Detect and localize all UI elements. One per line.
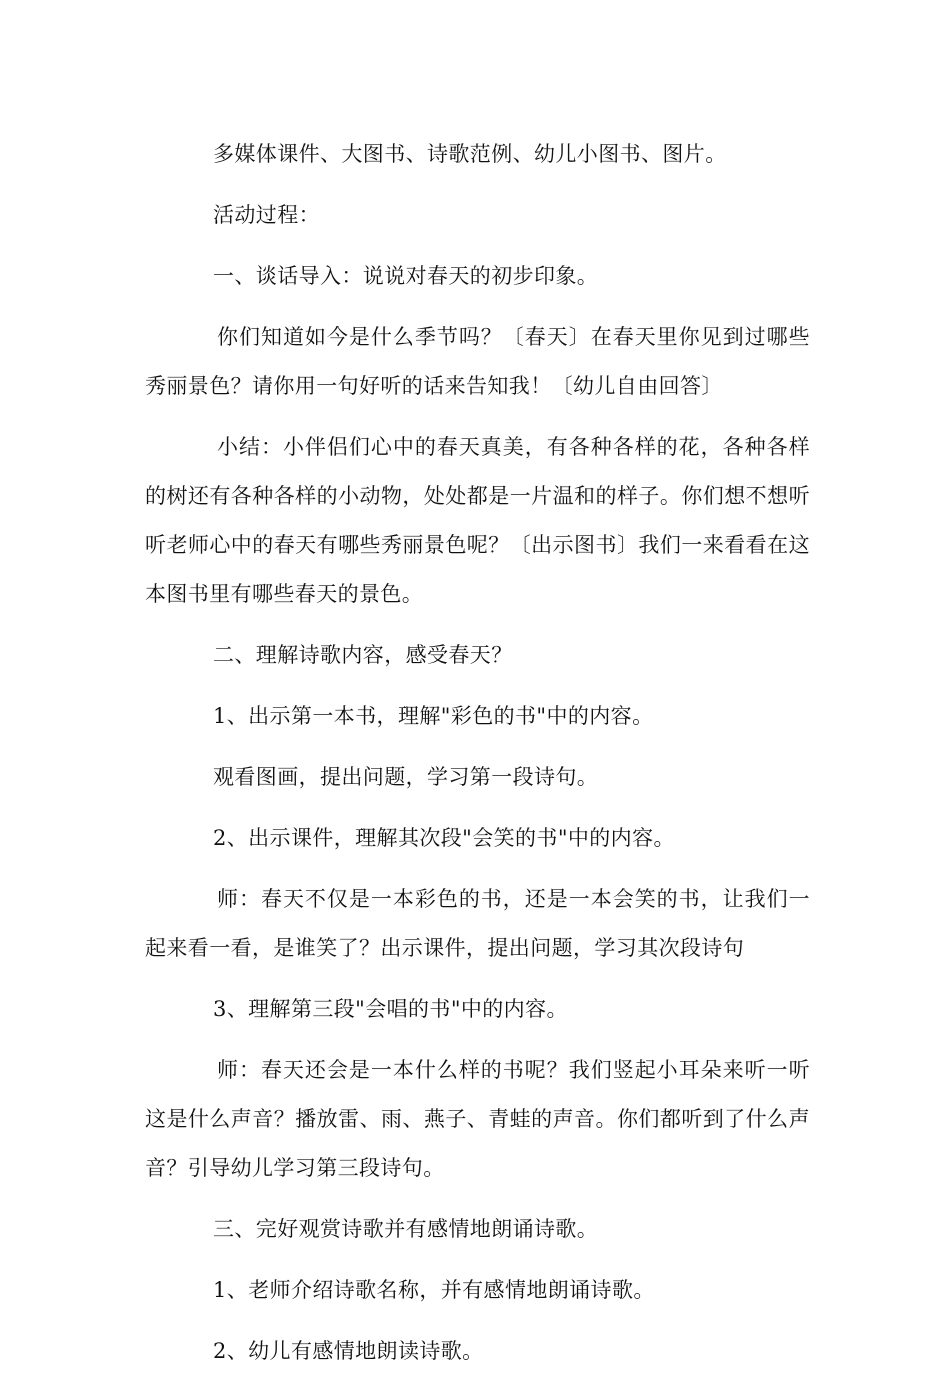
- step-1-detail: 观看图画，提出问题，学习第一段诗句。: [213, 765, 599, 789]
- step-1: 1、出示第一本书，理解"彩色的书"中的内容。: [213, 704, 654, 728]
- document-body: [145, 130, 810, 1388]
- paragraph-question: 你们知道如今是什么季节吗？〔春天〕在春天里你见到过哪些秀丽景色？请你用一句好听的话来告知我！〔幼儿自由回答〕: [145, 325, 810, 398]
- paragraph-activity-process: 活动过程：: [213, 203, 320, 227]
- section-heading-2: 二、理解诗歌内容，感受春天？: [213, 643, 513, 667]
- teacher-line-1: 师：春天不仅是一本彩色的书，还是一本会笑的书，让我们一起来看一看，是谁笑了？出示课件，提出问题，学习其次段诗句: [145, 887, 810, 960]
- paragraph-summary: 小结：小伴侣们心中的春天真美，有各种各样的花，各种各样的树还有各种各样的小动物，处处都是一片温和的样子。你们想不想听听老师心中的春天有哪些秀丽景色呢？〔出示图书〕我们一来看看在这本图书里有哪些春天的景色。: [145, 435, 810, 606]
- teacher-line-2: 师：春天还会是一本什么样的书呢？我们竖起小耳朵来听一听这是什么声音？播放雷、雨、燕子、青蛙的声音。你们都听到了什么声音？引导幼儿学习第三段诗句。: [145, 1058, 810, 1180]
- step-2: 2、出示课件，理解其次段"会笑的书"中的内容。: [213, 826, 675, 850]
- section-heading-3: 三、完好观赏诗歌并有感情地朗诵诗歌。: [213, 1217, 599, 1241]
- step-3: 3、理解第三段"会唱的书"中的内容。: [213, 997, 568, 1021]
- step-3-2: 2、幼儿有感情地朗读诗歌。: [213, 1339, 484, 1363]
- paragraph-materials: 多媒体课件、大图书、诗歌范例、幼儿小图书、图片。: [213, 142, 727, 166]
- section-heading-1: 一、谈话导入：说说对春天的初步印象。: [213, 264, 599, 288]
- step-3-1: 1、老师介绍诗歌名称，并有感情地朗诵诗歌。: [213, 1278, 655, 1302]
